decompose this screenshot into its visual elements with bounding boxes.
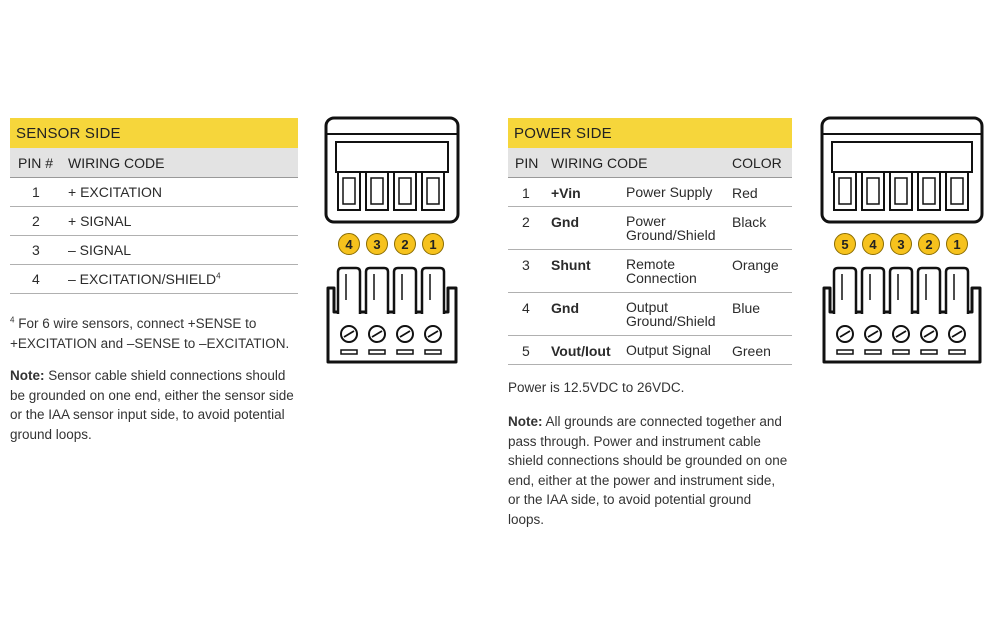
- pin-badge: 3: [366, 233, 388, 255]
- description-line: Output: [626, 299, 669, 315]
- footnote-mark: 4: [10, 315, 15, 325]
- table-row: [10, 265, 298, 294]
- sensor-note: [10, 366, 295, 444]
- pin-number: 3: [32, 242, 40, 258]
- wire-color: Orange: [732, 257, 779, 273]
- terminal-label-bar: [865, 350, 881, 354]
- footnote-ref: 4: [216, 271, 221, 281]
- col-color: COLOR: [732, 155, 782, 171]
- plug-slot-inner: [399, 178, 411, 204]
- plug-shelf: [832, 142, 972, 172]
- terminal-finger: [394, 268, 416, 314]
- wiring-code-text: – SIGNAL: [68, 242, 132, 258]
- description-line: Ground/Shield: [626, 313, 716, 329]
- pin-number: 3: [522, 257, 530, 273]
- description-line: Power: [626, 213, 666, 229]
- signal-description: [626, 257, 697, 285]
- wire-color: Blue: [732, 300, 761, 316]
- description-line: Remote: [626, 256, 676, 272]
- terminal-finger: [834, 268, 856, 314]
- pin-number: 1: [522, 185, 530, 201]
- signal-name: Vout/Iout: [551, 343, 611, 359]
- pin-badge: 4: [862, 233, 884, 255]
- col-pin: PIN: [515, 155, 539, 171]
- description-line: Power Supply: [626, 184, 713, 200]
- terminal-label-bar: [397, 350, 413, 354]
- power-range-text: Power is 12.5VDC to 26VDC.: [508, 380, 685, 395]
- wiring-code: [68, 178, 162, 207]
- signal-description: [626, 343, 711, 357]
- signal-name: Gnd: [551, 300, 579, 316]
- signal-name: Gnd: [551, 214, 579, 230]
- wiring-code-text: + EXCITATION: [68, 184, 162, 200]
- wiring-code: [68, 265, 221, 294]
- terminal-label-bar: [341, 350, 357, 354]
- table-row: [10, 178, 298, 207]
- pin-badge: 3: [890, 233, 912, 255]
- pin-number: 1: [32, 184, 40, 200]
- terminal-label-bar: [369, 350, 385, 354]
- description-line: Output Signal: [626, 342, 711, 358]
- pin-badge: 5: [834, 233, 856, 255]
- col-wiring-code: WIRING CODE: [551, 155, 648, 171]
- signal-name: +Vin: [551, 185, 581, 201]
- power-side-title: POWER SIDE: [508, 118, 792, 148]
- power-side-table: [508, 118, 792, 365]
- pin-badge: 2: [918, 233, 940, 255]
- signal-name: Shunt: [551, 257, 591, 273]
- pin-number: 4: [522, 300, 530, 316]
- power-note: [508, 412, 790, 529]
- terminal-block-drawing: [820, 266, 984, 366]
- terminal-finger: [918, 268, 940, 314]
- terminal-finger: [422, 268, 444, 314]
- pin-badge: 1: [946, 233, 968, 255]
- pin-number: 2: [32, 213, 40, 229]
- pin-number: 4: [32, 271, 40, 287]
- note-label: Note:: [10, 368, 45, 383]
- terminal-block-drawing: [324, 266, 460, 366]
- wiring-code: [68, 207, 131, 236]
- terminal-label-bar: [837, 350, 853, 354]
- wire-color: Black: [732, 214, 767, 230]
- wiring-code-text: – EXCITATION/SHIELD: [68, 271, 217, 287]
- wire-color: Green: [732, 343, 771, 359]
- wire-color: Red: [732, 185, 758, 201]
- note-text: All grounds are connected together and pass through. Power and instrument cable shield connections should be grounded on one end, either at the power and instrument side, or the IAA side, to avoid potential ground loops.: [508, 414, 788, 527]
- sensor-side-table: [10, 118, 298, 294]
- terminal-label-bar: [425, 350, 441, 354]
- plug-slot-inner: [427, 178, 439, 204]
- terminal-finger: [862, 268, 884, 314]
- signal-description: [626, 185, 712, 199]
- terminal-finger: [890, 268, 912, 314]
- table-row: [508, 178, 792, 207]
- power-range: [508, 378, 798, 398]
- plug-slot-inner: [867, 178, 879, 204]
- terminal-label-bar: [893, 350, 909, 354]
- pin-badge: 1: [422, 233, 444, 255]
- plug-slot-inner: [895, 178, 907, 204]
- sensor-side-title: SENSOR SIDE: [10, 118, 298, 148]
- plug-slot-inner: [343, 178, 355, 204]
- note-text: Sensor cable shield connections should be grounded on one end, either the sensor side or the IAA sensor input side, to avoid potential ground loops.: [10, 368, 294, 442]
- pin-number: 5: [522, 343, 530, 359]
- col-wiring-code: WIRING CODE: [68, 155, 165, 171]
- col-pin: PIN #: [18, 155, 54, 171]
- signal-description: [626, 214, 716, 242]
- description-line: Ground/Shield: [626, 227, 716, 243]
- sensor-footnote: [10, 314, 302, 353]
- terminal-label-bar: [949, 350, 965, 354]
- power-table-header: [508, 148, 792, 178]
- footnote-text: For 6 wire sensors, connect +SENSE to +EXCITATION and –SENSE to –EXCITATION.: [10, 316, 290, 351]
- description-line: Connection: [626, 270, 697, 286]
- table-row: [10, 207, 298, 236]
- table-row: [508, 250, 792, 293]
- terminal-finger: [946, 268, 968, 314]
- table-row: [10, 236, 298, 265]
- terminal-finger: [338, 268, 360, 314]
- plug-slot-inner: [923, 178, 935, 204]
- plug-slot-inner: [839, 178, 851, 204]
- pin-badge: 2: [394, 233, 416, 255]
- pin-number: 2: [522, 214, 530, 230]
- pin-badge: 4: [338, 233, 360, 255]
- wiring-code-text: + SIGNAL: [68, 213, 132, 229]
- plug-slot-inner: [371, 178, 383, 204]
- table-row: [508, 336, 792, 365]
- table-row: [508, 293, 792, 336]
- plug-drawing: [324, 116, 460, 226]
- signal-description: [626, 300, 716, 328]
- table-row: [508, 207, 792, 250]
- sensor-table-header: [10, 148, 298, 178]
- plug-drawing: [820, 116, 984, 226]
- plug-slot-inner: [951, 178, 963, 204]
- wiring-code: [68, 236, 131, 265]
- plug-shelf: [336, 142, 448, 172]
- terminal-finger: [366, 268, 388, 314]
- note-label: Note:: [508, 414, 543, 429]
- terminal-label-bar: [921, 350, 937, 354]
